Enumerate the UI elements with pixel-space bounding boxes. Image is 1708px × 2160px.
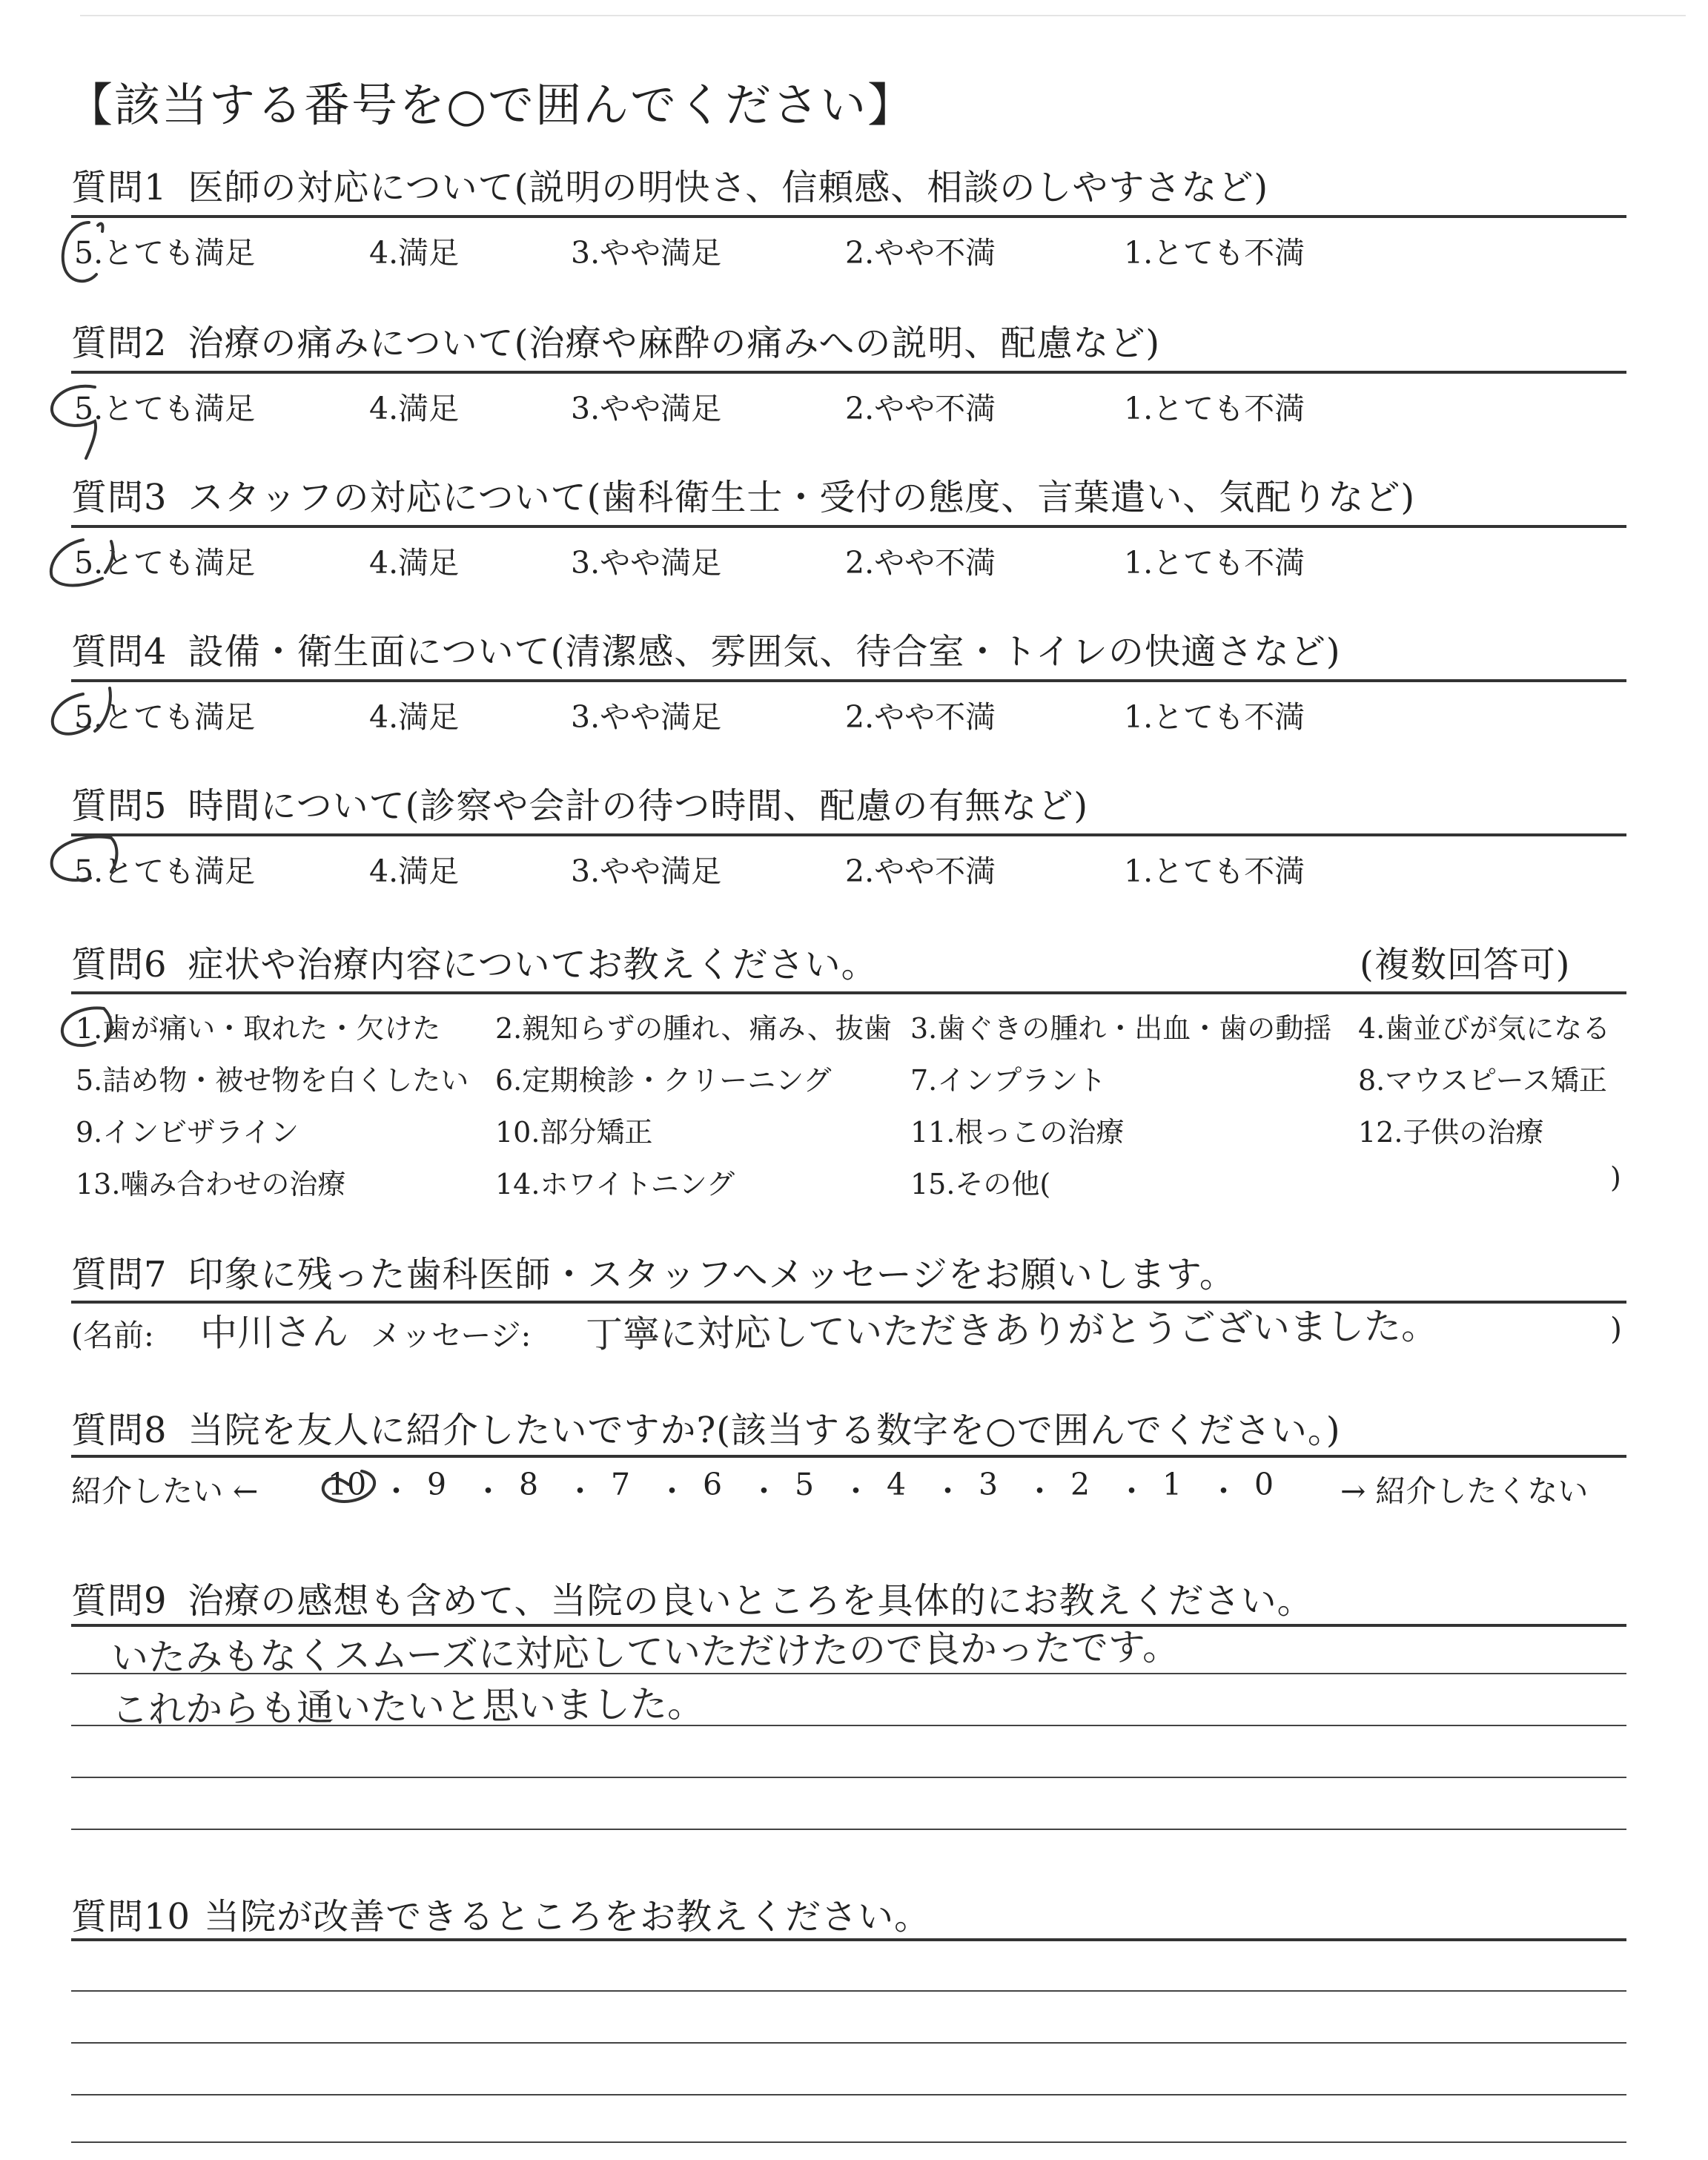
q10-title bbox=[71, 1888, 930, 1939]
q5-option[interactable]: 4.満足 bbox=[369, 853, 460, 889]
q8-scale-value[interactable]: 9 bbox=[427, 1467, 447, 1502]
q2-option[interactable]: 1.とても不満 bbox=[1124, 391, 1305, 426]
q8-text: 当院を友人に紹介したいですか?(該当する数字を○で囲んでください。) bbox=[188, 1410, 1341, 1451]
q6-note: (複数回答可) bbox=[1360, 944, 1571, 985]
q7-name-value[interactable]: 中川さん bbox=[199, 1309, 349, 1355]
q3-option[interactable]: 4.満足 bbox=[369, 545, 460, 581]
q10-rule bbox=[71, 1938, 1626, 1941]
q5-rule bbox=[71, 833, 1626, 836]
q3-rule bbox=[71, 525, 1626, 528]
q8-scale-separator: ・ bbox=[657, 1473, 687, 1509]
q6-option[interactable]: 2.親知らずの腫れ、痛み、抜歯 bbox=[495, 1012, 892, 1045]
q4-option[interactable]: 2.やや不満 bbox=[845, 699, 996, 735]
q9-number: 質問9 bbox=[71, 1580, 168, 1622]
q4-title bbox=[71, 623, 1341, 674]
q2-option[interactable]: 5.とても満足 bbox=[74, 391, 256, 426]
q2-number: 質問2 bbox=[71, 323, 168, 364]
q3-option[interactable]: 2.やや不満 bbox=[845, 545, 996, 581]
q7-name-label: (名前: bbox=[71, 1318, 154, 1353]
q8-scale-separator: ・ bbox=[1208, 1473, 1239, 1509]
q6-option[interactable]: 13.噛み合わせの治療 bbox=[76, 1168, 346, 1200]
q3-number: 質問3 bbox=[71, 477, 168, 518]
q10-writing-line bbox=[71, 2141, 1626, 2143]
q8-left-label: 紹介したい ← bbox=[71, 1473, 259, 1509]
q6-option[interactable]: 3.歯ぐきの腫れ・出血・歯の動揺 bbox=[910, 1012, 1332, 1045]
q8-scale-value[interactable]: 0 bbox=[1254, 1467, 1274, 1502]
q8-scale-separator: ・ bbox=[1025, 1473, 1055, 1509]
q8-rule bbox=[71, 1455, 1626, 1458]
q8-number: 質問8 bbox=[71, 1410, 168, 1451]
q4-option[interactable]: 1.とても不満 bbox=[1124, 699, 1305, 735]
q10-writing-line bbox=[71, 2042, 1626, 2044]
q9-writing-line bbox=[71, 1725, 1626, 1726]
q6-option[interactable]: 11.根っこの治療 bbox=[910, 1116, 1125, 1149]
q1-option[interactable]: 5.とても満足 bbox=[74, 235, 256, 271]
q8-scale-value[interactable]: 3 bbox=[979, 1467, 999, 1502]
q5-title bbox=[71, 777, 1088, 828]
q6-option[interactable]: 15.その他( bbox=[910, 1168, 1051, 1200]
q8-scale-separator: ・ bbox=[565, 1473, 595, 1509]
q8-right-label: → 紹介したくない bbox=[1340, 1473, 1589, 1509]
q9-writing-line bbox=[71, 1673, 1626, 1674]
q2-rule bbox=[71, 371, 1626, 374]
q2-option[interactable]: 2.やや不満 bbox=[845, 391, 996, 426]
q9-answer-line-1[interactable]: いたみもなくスムーズに対応していただけたので良かったです。 bbox=[110, 1625, 1180, 1680]
q6-option[interactable]: 10.部分矯正 bbox=[495, 1116, 653, 1149]
q10-number: 質問10 bbox=[71, 1896, 191, 1938]
q3-option[interactable]: 3.やや満足 bbox=[571, 545, 722, 581]
q4-option[interactable]: 3.やや満足 bbox=[571, 699, 722, 735]
q8-scale-value[interactable]: 4 bbox=[887, 1467, 907, 1502]
q9-writing-line bbox=[71, 1777, 1626, 1778]
q10-writing-line bbox=[71, 1990, 1626, 1992]
q6-option[interactable]: 6.定期検診・クリーニング bbox=[495, 1064, 832, 1097]
q6-other-close-paren: ) bbox=[1610, 1161, 1621, 1194]
q4-rule bbox=[71, 679, 1626, 682]
q2-text: 治療の痛みについて(治療や麻酔の痛みへの説明、配慮など) bbox=[188, 323, 1161, 364]
q7-title bbox=[71, 1246, 1236, 1297]
q6-option[interactable]: 1.歯が痛い・取れた・欠けた bbox=[76, 1012, 441, 1045]
q9-title bbox=[71, 1572, 1314, 1623]
q7-message-value[interactable]: 丁寧に対応していただきありがとうございました。 bbox=[585, 1304, 1439, 1356]
q2-title bbox=[71, 314, 1160, 366]
q1-text: 医師の対応について(説明の明快さ、信頼感、相談のしやすさなど) bbox=[188, 167, 1269, 208]
q8-scale-separator: ・ bbox=[381, 1473, 411, 1509]
q3-title bbox=[71, 469, 1415, 520]
q6-rule bbox=[71, 991, 1626, 994]
q1-option[interactable]: 1.とても不満 bbox=[1124, 235, 1305, 271]
q5-option[interactable]: 5.とても満足 bbox=[74, 853, 256, 889]
q3-option[interactable]: 1.とても不満 bbox=[1124, 545, 1305, 581]
q4-text: 設備・衛生面について(清潔感、雰囲気、待合室・トイレの快適さなど) bbox=[188, 631, 1341, 673]
q1-option[interactable]: 2.やや不満 bbox=[845, 235, 996, 271]
q8-scale-separator: ・ bbox=[933, 1473, 963, 1509]
q6-option[interactable]: 7.インプラント bbox=[910, 1064, 1107, 1097]
q6-option[interactable]: 12.子供の治療 bbox=[1358, 1116, 1544, 1149]
q4-number: 質問4 bbox=[71, 631, 168, 673]
q9-writing-line bbox=[71, 1829, 1626, 1830]
q7-message-label: メッセージ: bbox=[371, 1318, 532, 1353]
q8-scale-separator: ・ bbox=[473, 1473, 503, 1509]
q8-title bbox=[71, 1401, 1341, 1453]
q5-text: 時間について(診察や会計の待つ時間、配慮の有無など) bbox=[188, 785, 1089, 827]
q6-option[interactable]: 9.インビザライン bbox=[76, 1116, 299, 1149]
q1-option[interactable]: 3.やや満足 bbox=[571, 235, 722, 271]
q1-number: 質問1 bbox=[71, 167, 168, 208]
page-title: 【該当する番号を○で囲んでください】 bbox=[67, 78, 916, 132]
q4-option[interactable]: 5.とても満足 bbox=[74, 699, 256, 735]
q8-scale-value[interactable]: 10 bbox=[328, 1467, 367, 1502]
q9-answer-line-2[interactable]: これからも通いたいと思いました。 bbox=[110, 1682, 705, 1731]
q4-option[interactable]: 4.満足 bbox=[369, 699, 460, 735]
q9-text: 治療の感想も含めて、当院の良いところを具体的にお教えください。 bbox=[188, 1580, 1314, 1622]
q7-close-paren: ) bbox=[1610, 1311, 1622, 1347]
q8-scale-value[interactable]: 5 bbox=[795, 1467, 815, 1502]
page-top-edge bbox=[80, 15, 1686, 16]
q6-option[interactable]: 8.マウスピース矯正 bbox=[1358, 1064, 1607, 1097]
q2-option[interactable]: 4.満足 bbox=[369, 391, 460, 426]
q6-text: 症状や治療内容についてお教えください。 bbox=[188, 944, 878, 985]
q8-scale-value[interactable]: 7 bbox=[611, 1467, 631, 1502]
q7-text: 印象に残った歯科医師・スタッフへメッセージをお願いします。 bbox=[188, 1254, 1236, 1295]
q5-number: 質問5 bbox=[71, 785, 168, 827]
q5-option[interactable]: 2.やや不満 bbox=[845, 853, 996, 889]
q3-option[interactable]: 5.とても満足 bbox=[74, 545, 256, 581]
q8-scale-separator: ・ bbox=[841, 1473, 871, 1509]
q8-scale-value[interactable]: 8 bbox=[519, 1467, 539, 1502]
q5-option[interactable]: 1.とても不満 bbox=[1124, 853, 1305, 889]
q1-title bbox=[71, 159, 1268, 210]
q8-scale-separator: ・ bbox=[749, 1473, 779, 1509]
q6-label bbox=[71, 936, 878, 987]
q1-option[interactable]: 4.満足 bbox=[369, 235, 460, 271]
q6-number: 質問6 bbox=[71, 944, 168, 985]
q1-rule bbox=[71, 215, 1626, 218]
q8-scale-value[interactable]: 6 bbox=[703, 1467, 723, 1502]
q8-scale-separator: ・ bbox=[1116, 1473, 1147, 1509]
q10-text: 当院が改善できるところをお教えください。 bbox=[204, 1896, 931, 1938]
q10-writing-line bbox=[71, 2094, 1626, 2095]
q5-option[interactable]: 3.やや満足 bbox=[571, 853, 722, 889]
q8-scale-value[interactable]: 1 bbox=[1162, 1467, 1182, 1502]
q8-scale-value[interactable]: 2 bbox=[1070, 1467, 1090, 1502]
q6-option[interactable]: 4.歯並びが気になる bbox=[1358, 1012, 1611, 1045]
q6-option[interactable]: 5.詰め物・被せ物を白くしたい bbox=[76, 1064, 469, 1097]
q6-option[interactable]: 14.ホワイトニング bbox=[495, 1168, 735, 1200]
q2-option[interactable]: 3.やや満足 bbox=[571, 391, 722, 426]
q7-number: 質問7 bbox=[71, 1254, 168, 1295]
q3-text: スタッフの対応について(歯科衛生士・受付の態度、言葉遣い、気配りなど) bbox=[188, 477, 1416, 518]
